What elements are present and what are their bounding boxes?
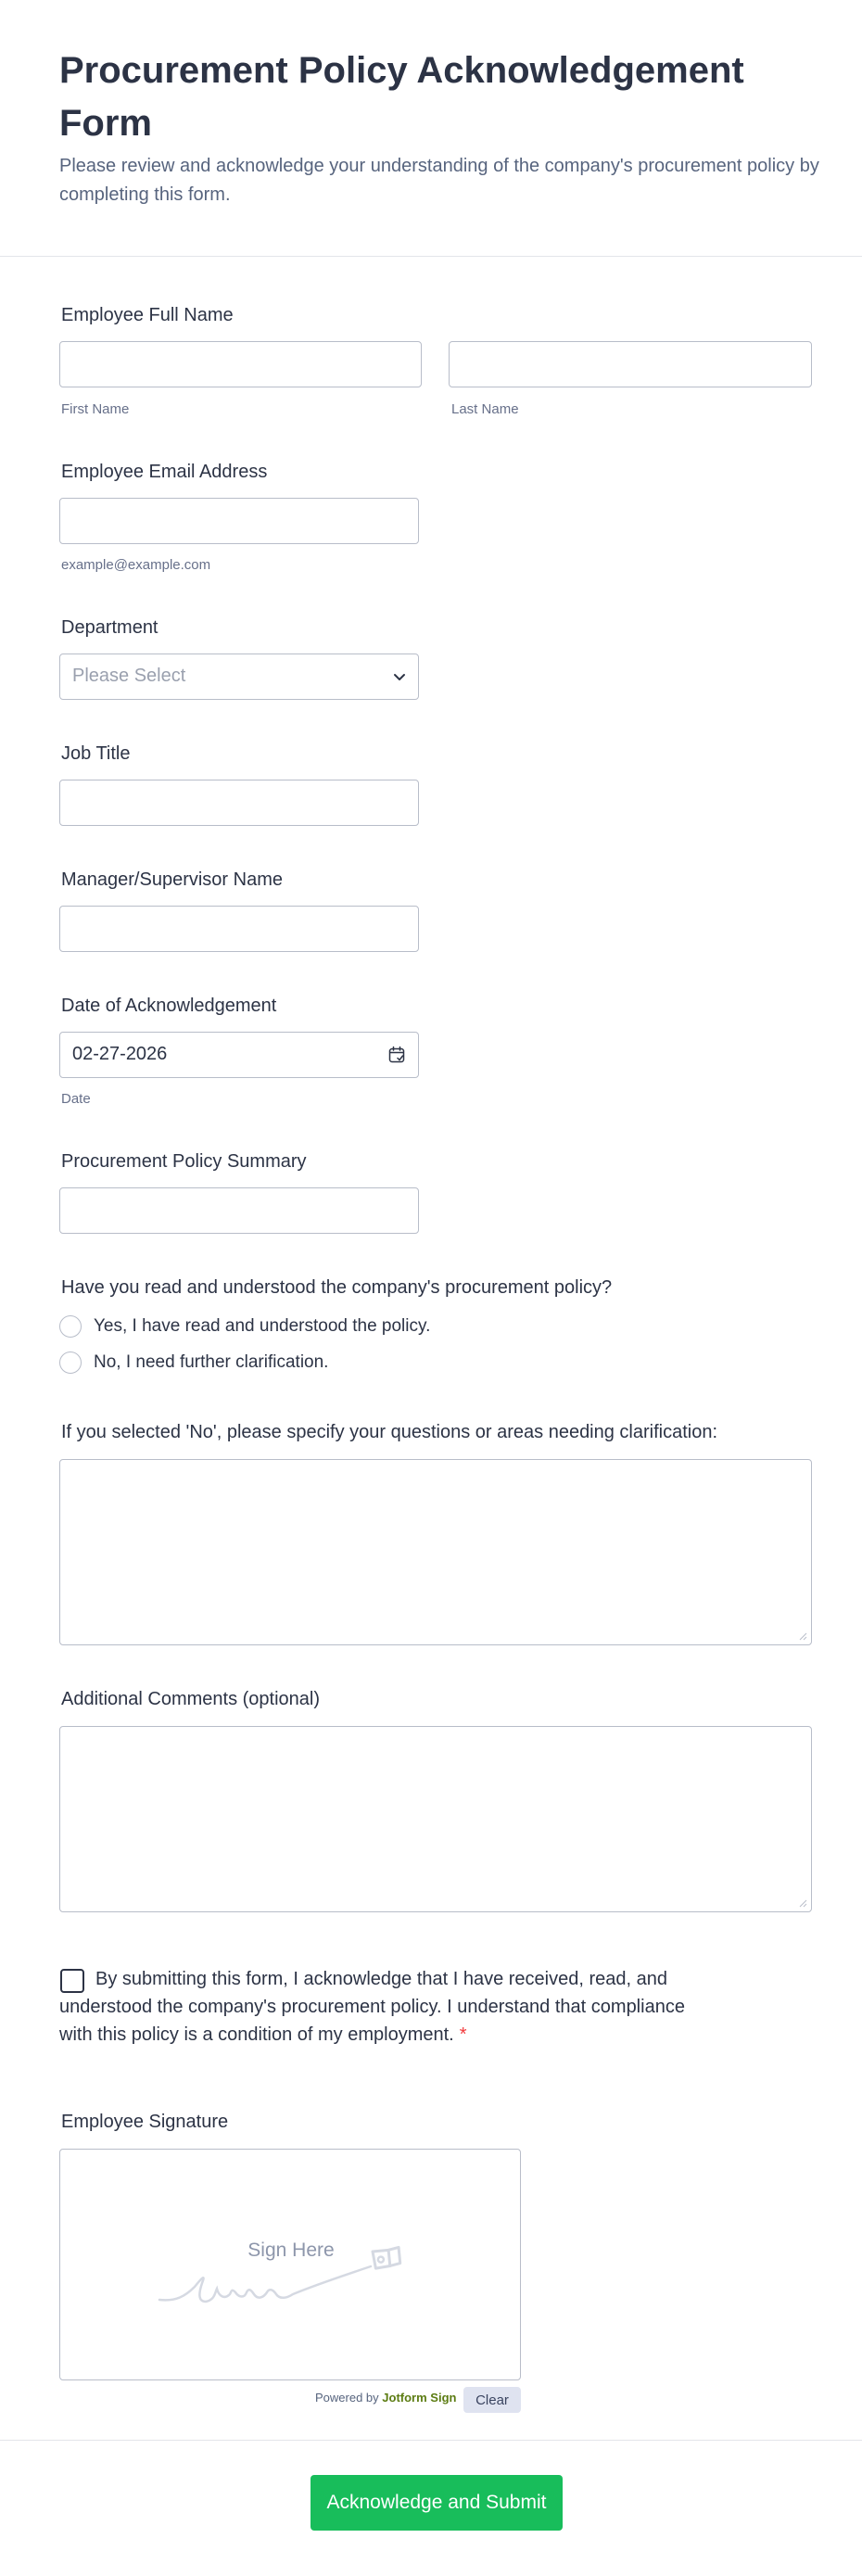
manager-input[interactable]: [59, 906, 419, 952]
last-name-sublabel: Last Name: [451, 401, 519, 417]
radio-no-label: No, I need further clarification.: [94, 1352, 329, 1372]
powered-by: [315, 2391, 456, 2405]
summary-label: Procurement Policy Summary: [61, 1151, 307, 1172]
clarification-label: If you selected 'No', please specify your questions or areas needing clarification:: [61, 1422, 718, 1442]
email-input[interactable]: [59, 498, 419, 544]
radio-yes-circle[interactable]: [59, 1315, 82, 1338]
powered-by-prefix: Powered by: [315, 2391, 379, 2405]
date-input[interactable]: [59, 1032, 419, 1078]
resize-grip-icon[interactable]: [798, 1898, 807, 1908]
calendar-icon[interactable]: [387, 1046, 406, 1064]
date-label: Date of Acknowledgement: [61, 996, 277, 1016]
department-selected-value: Please Select: [72, 666, 186, 686]
signature-label: Employee Signature: [61, 2112, 229, 2132]
email-label: Employee Email Address: [61, 462, 268, 482]
comments-textarea[interactable]: [59, 1726, 812, 1912]
last-name-input[interactable]: [449, 341, 812, 387]
form-description: Please review and acknowledge your understanding of the company's procurement policy by completing this form.: [59, 156, 819, 205]
signature-pad[interactable]: [59, 2149, 521, 2380]
clear-signature-button[interactable]: Clear: [463, 2387, 521, 2413]
manager-label: Manager/Supervisor Name: [61, 869, 283, 890]
department-label: Department: [61, 617, 158, 638]
first-name-sublabel: First Name: [61, 401, 130, 417]
acknowledgement-text: [59, 1965, 708, 2049]
required-asterisk: *: [459, 2024, 467, 2045]
read-policy-question: Have you read and understood the company's procurement policy?: [61, 1277, 613, 1298]
department-select[interactable]: [59, 654, 419, 700]
clarification-textarea[interactable]: [59, 1459, 812, 1645]
acknowledgement-statement: By submitting this form, I acknowledge that I have received, read, and understood the company's procurement policy. I understand that compliance with this policy is a condition of my employment.: [59, 1969, 685, 2045]
radio-yes-label: Yes, I have read and understood the policy.: [94, 1316, 431, 1336]
submit-button[interactable]: Acknowledge and Submit: [311, 2475, 563, 2531]
powered-by-brand[interactable]: Jotform Sign: [382, 2391, 457, 2405]
date-sublabel: Date: [61, 1091, 91, 1107]
job-title-input[interactable]: [59, 780, 419, 826]
job-title-label: Job Title: [61, 743, 131, 764]
full-name-label: Employee Full Name: [61, 305, 234, 325]
form-title: Procurement Policy Acknowledgement Form: [59, 50, 744, 144]
signature-hint: Sign Here: [247, 2240, 335, 2261]
date-value: 02-27-2026: [72, 1044, 168, 1064]
email-sublabel: example@example.com: [61, 557, 211, 573]
chevron-down-icon: [392, 669, 407, 684]
form-header: [0, 0, 862, 257]
summary-input[interactable]: [59, 1187, 419, 1234]
comments-label: Additional Comments (optional): [61, 1689, 321, 1709]
radio-no-circle[interactable]: [59, 1351, 82, 1374]
resize-grip-icon[interactable]: [798, 1631, 807, 1641]
first-name-input[interactable]: [59, 341, 422, 387]
acknowledgement-checkbox[interactable]: [60, 1969, 84, 1993]
